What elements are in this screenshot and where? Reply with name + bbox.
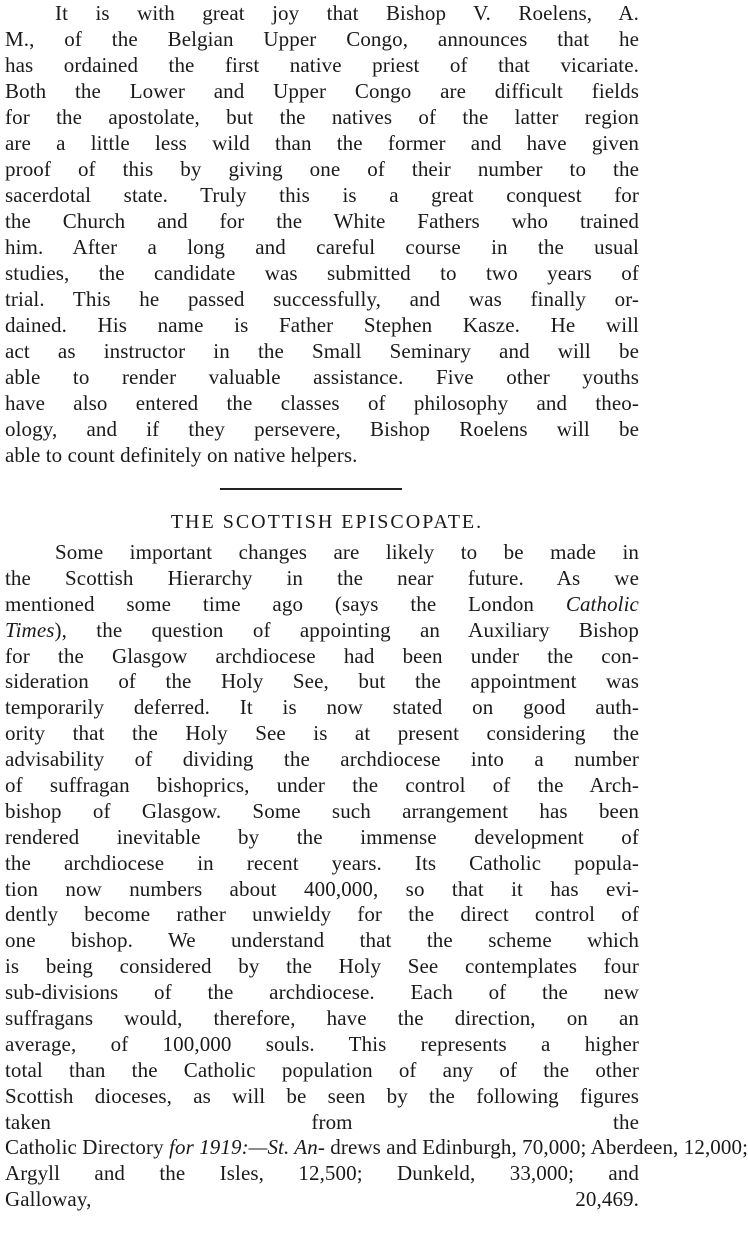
italic-text: Times (5, 617, 55, 642)
paragraph-line: act as instructor in the Small Seminary and will be (5, 339, 639, 363)
paragraph-line: It is with great joy that Bishop V. Roelens, A. (55, 1, 639, 25)
italic-text: Catholic (565, 591, 639, 616)
paragraph-line: Galloway, 20,469. (5, 1187, 639, 1212)
paragraph-line: rendered inevitable by the immense development of (5, 824, 639, 849)
line-text: Catholic Directory (5, 1135, 164, 1160)
article-scottish-episcopate (5, 540, 748, 1239)
paragraph-line: bishop of Glasgow. Some such arrangement has been (5, 798, 639, 823)
paragraph-line: sacerdotal state. Truly this is a great conquest for (5, 183, 639, 207)
paragraph-line: sub-divisions of the archdiocese. Each of the new (5, 980, 639, 1005)
paragraph-line: able to count definitely on native helpers. (5, 443, 358, 467)
paragraph-line: have also entered the classes of philosophy and theo- (5, 391, 639, 415)
paragraph-line: studies, the candidate was submitted to two years of (5, 261, 639, 285)
paragraph-line: dained. His name is Father Stephen Kasze. He will (5, 313, 639, 337)
paragraph-line: ology, and if they persevere, Bishop Roelens will be (5, 417, 639, 441)
paragraph-line: for the apostolate, but the natives of the latter region (5, 105, 639, 129)
paragraph-line (5, 592, 639, 618)
paragraph-line (5, 1135, 748, 1161)
section-heading: THE SCOTTISH EPISCOPATE. (170, 511, 484, 533)
paragraph-line: sideration of the Holy See, but the appointment was (5, 669, 639, 694)
paragraph-line: trial. This he passed successfully, and was finally or- (5, 287, 639, 311)
paragraph-line: total than the Catholic population of any of the other (5, 1057, 639, 1082)
line-text: mentioned some time ago (says the London (5, 591, 535, 616)
paragraph-line: Both the Lower and Upper Congo are difficult fields (5, 79, 639, 103)
article-roelens (5, 0, 639, 468)
paragraph-line: able to render valuable assistance. Five other youths (5, 365, 639, 389)
paragraph-line: Scottish dioceses, as will be seen by the following figures (5, 1083, 639, 1108)
paragraph-line: for the Glasgow archdiocese had been under the con- (5, 643, 639, 668)
paragraph-line (5, 618, 639, 644)
paragraph-line: Some important changes are likely to be made in (55, 540, 639, 564)
paragraph-line: the Church and for the White Fathers who trained (5, 209, 639, 233)
paragraph-line: suffragans would, therefore, have the direction, on an (5, 1006, 639, 1031)
paragraph-line: temporarily deferred. It is now stated on good auth- (5, 695, 639, 720)
line-text: ), the question of appointing an Auxiliary Bishop (54, 617, 639, 642)
paragraph-line: taken from the (5, 1109, 639, 1134)
paragraph-line: tion now numbers about 400,000, so that it has evi- (5, 876, 639, 901)
line-text: drews and Edinburgh, 70,000; Aberdeen, 12,000; (330, 1135, 748, 1160)
section-divider (220, 488, 402, 490)
paragraph-line: has ordained the first native priest of that vicariate. (5, 53, 639, 77)
paragraph-line: him. After a long and careful course in the usual (5, 235, 639, 259)
paragraph-line: M., of the Belgian Upper Congo, announces that he (5, 27, 639, 51)
italic-text: for 1919:—St. An- (169, 1135, 325, 1160)
paragraph-line: are a little less wild than the former and have given (5, 131, 639, 155)
paragraph-line: one bishop. We understand that the scheme which (5, 928, 639, 953)
paragraph-line: of suffragan bishoprics, under the control of the Arch- (5, 773, 639, 798)
paragraph-line: proof of this by giving one of their number to the (5, 157, 639, 181)
paragraph-line (5, 1213, 639, 1239)
paragraph-line: average, of 100,000 souls. This represents a higher (5, 1031, 639, 1056)
paragraph-line: advisability of dividing the archdiocese into a number (5, 747, 639, 772)
paragraph-line: is being considered by the Holy See contemplates four (5, 954, 639, 979)
paragraph-line: Argyll and the Isles, 12,500; Dunkeld, 33,000; and (5, 1161, 639, 1186)
paragraph-line: ority that the Holy See is at present considering the (5, 721, 639, 746)
paragraph-line: dently become rather unwieldy for the direct control of (5, 902, 639, 927)
paragraph-line: the archdiocese in recent years. Its Catholic popula- (5, 850, 639, 875)
paragraph-line: the Scottish Hierarchy in the near future. As we (5, 565, 639, 590)
